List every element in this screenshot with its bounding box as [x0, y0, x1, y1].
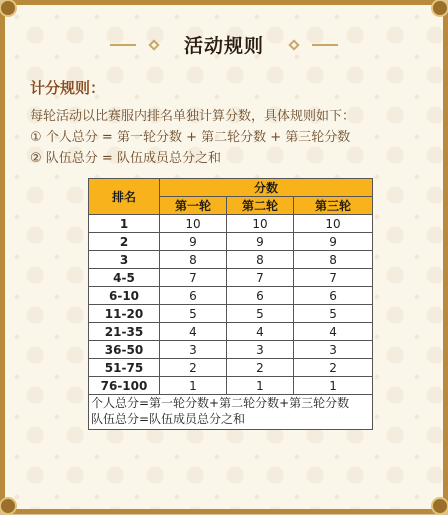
round-1-header: 第一轮 [160, 197, 227, 215]
score-cell-round-3: 4 [294, 323, 373, 341]
score-cell-round-3: 6 [294, 287, 373, 305]
note-team-total: 队伍总分=队伍成员总分之和 [91, 412, 246, 426]
score-cell-round-3: 3 [294, 341, 373, 359]
corner-ornament-icon [431, 497, 448, 515]
table-row [89, 233, 373, 251]
score-cell-round-1: 10 [160, 215, 227, 233]
score-cell-round-3: 1 [294, 377, 373, 395]
title-decor-line-left [110, 44, 136, 46]
score-cell-round-1: 1 [160, 377, 227, 395]
table-row [89, 269, 373, 287]
score-cell-round-3: 10 [294, 215, 373, 233]
score-cell-round-1: 6 [160, 287, 227, 305]
score-cell-round-2: 5 [227, 305, 294, 323]
table-row [89, 323, 373, 341]
rules-description [30, 106, 430, 169]
round-3-header: 第三轮 [294, 197, 373, 215]
rank-cell: 1 [89, 215, 160, 233]
rank-cell: 6-10 [89, 287, 160, 305]
rank-cell: 51-75 [89, 359, 160, 377]
rule-team-total: ② 队伍总分 = 队伍成员总分之和 [30, 151, 221, 166]
score-cell-round-2: 8 [227, 251, 294, 269]
diamond-icon [148, 39, 159, 50]
table-row [89, 341, 373, 359]
title-decor-line-right [312, 44, 338, 46]
table-notes [89, 395, 373, 430]
score-cell-round-2: 2 [227, 359, 294, 377]
score-cell-round-3: 8 [294, 251, 373, 269]
score-cell-round-1: 2 [160, 359, 227, 377]
score-cell-round-2: 9 [227, 233, 294, 251]
table-row [89, 287, 373, 305]
corner-ornament-icon [0, 497, 17, 515]
score-table-body [89, 215, 373, 395]
rank-cell: 3 [89, 251, 160, 269]
note-personal-total: 个人总分=第一轮分数+第二轮分数+第三轮分数 [91, 396, 350, 410]
score-cell-round-1: 8 [160, 251, 227, 269]
score-cell-round-1: 7 [160, 269, 227, 287]
corner-ornament-icon [431, 0, 448, 17]
score-cell-round-2: 4 [227, 323, 294, 341]
rule-personal-total: ① 个人总分 = 第一轮分数 + 第二轮分数 + 第三轮分数 [30, 130, 351, 145]
rank-cell: 11-20 [89, 305, 160, 323]
score-cell-round-2: 3 [227, 341, 294, 359]
rank-cell: 76-100 [89, 377, 160, 395]
diamond-icon [288, 39, 299, 50]
score-cell-round-1: 5 [160, 305, 227, 323]
score-header: 分数 [160, 179, 373, 197]
score-cell-round-1: 3 [160, 341, 227, 359]
round-2-header: 第二轮 [227, 197, 294, 215]
table-row [89, 305, 373, 323]
rank-cell: 4-5 [89, 269, 160, 287]
rank-cell: 36-50 [89, 341, 160, 359]
corner-ornament-icon [0, 0, 17, 17]
score-cell-round-3: 5 [294, 305, 373, 323]
title-row [5, 31, 443, 58]
table-row [89, 251, 373, 269]
score-cell-round-1: 9 [160, 233, 227, 251]
rank-header: 排名 [89, 179, 160, 215]
score-cell-round-3: 2 [294, 359, 373, 377]
score-table-wrapper [88, 178, 372, 430]
score-cell-round-2: 6 [227, 287, 294, 305]
score-cell-round-2: 7 [227, 269, 294, 287]
table-row [89, 215, 373, 233]
score-cell-round-1: 4 [160, 323, 227, 341]
score-cell-round-3: 7 [294, 269, 373, 287]
score-cell-round-2: 10 [227, 215, 294, 233]
table-row [89, 377, 373, 395]
notes-row [89, 395, 373, 430]
rank-cell: 2 [89, 233, 160, 251]
score-cell-round-3: 9 [294, 233, 373, 251]
score-cell-round-2: 1 [227, 377, 294, 395]
table-row [89, 359, 373, 377]
scoring-rules-heading: 计分规则： [30, 79, 106, 97]
score-table [88, 178, 373, 430]
page-title: 活动规则 [183, 35, 264, 57]
rank-cell: 21-35 [89, 323, 160, 341]
rule-intro: 每轮活动以比赛服内排名单独计算分数，具体规则如下： [30, 109, 356, 124]
